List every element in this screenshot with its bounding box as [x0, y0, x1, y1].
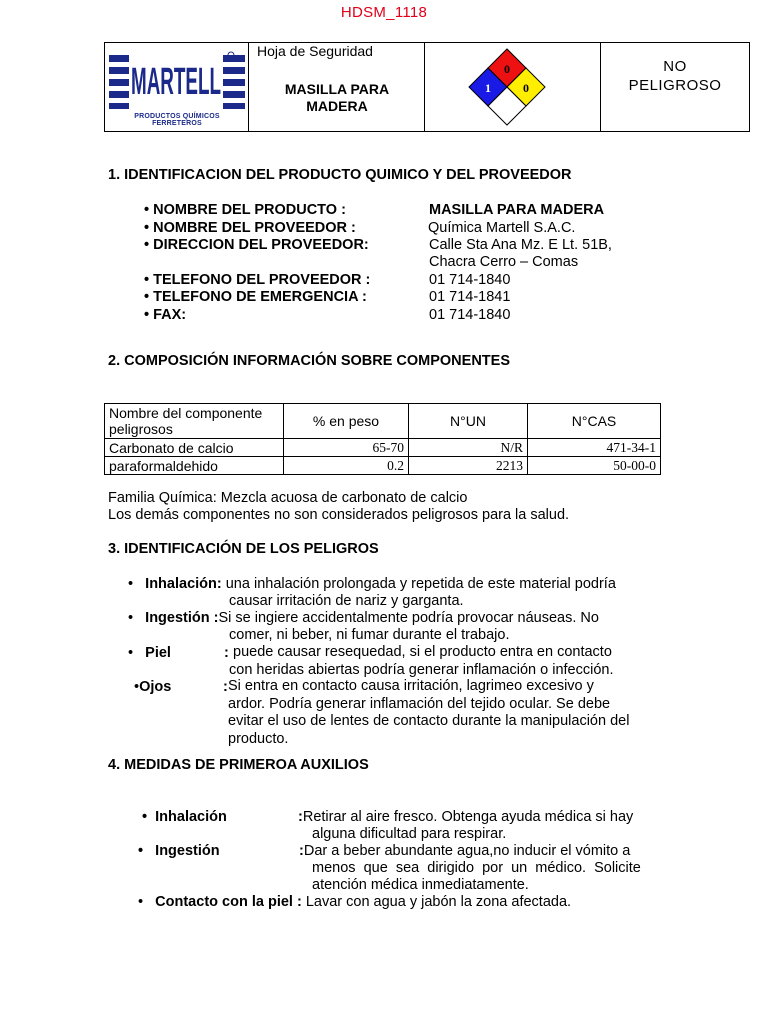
logo-wordmark: MARTELL: [131, 61, 221, 103]
list-item-cont: atención médica inmediatamente.: [312, 877, 529, 893]
list-item-colon: :: [224, 645, 229, 661]
list-item: • Ingestión :Si se ingiere accidentalmente podría provocar náuseas. No: [128, 610, 599, 626]
s1-row-label: • NOMBRE DEL PROVEEDOR :: [144, 220, 356, 236]
table-cell: paraformaldehido: [105, 457, 284, 475]
s1-row-label: • NOMBRE DEL PRODUCTO :: [144, 202, 346, 218]
list-item-colon: :: [223, 679, 228, 695]
list-item-cont: comer, ni beber, ni fumar durante el trabajo.: [229, 627, 510, 643]
table-cell: 471-34-1: [528, 439, 661, 457]
table-cell: 50-00-0: [528, 457, 661, 475]
list-item-text: :Dar a beber abundante agua,no inducir el vómito a: [299, 843, 631, 859]
s1-row-value: MASILLA PARA MADERA: [429, 202, 605, 218]
s1-row-value: Calle Sta Ana Mz. E Lt. 51B,: [429, 237, 612, 253]
section2-title: 2. COMPOSICIÓN INFORMACIÓN SOBRE COMPONENTES: [108, 353, 510, 369]
hazard-status: [601, 57, 749, 95]
s1-row-value: 01 714-1840: [429, 272, 511, 288]
table-header-cell: % en peso: [284, 404, 409, 439]
list-item: • Ingestión: [138, 843, 220, 859]
list-item-cont: alguna dificultad para respirar.: [312, 826, 507, 842]
chemical-family: Familia Química: Mezcla acuosa de carbonato de calcio: [108, 490, 468, 506]
s1-row-value-cont: Chacra Cerro – Comas: [429, 254, 579, 270]
list-item-text: puede causar resequedad, si el producto entra en contacto con heridas abiertas podría generar inflamación o infección.: [229, 644, 614, 678]
hazard-status-line2: PELIGROSO: [628, 77, 722, 94]
martell-logo: [109, 47, 245, 127]
sheet-label: Hoja de Seguridad: [257, 43, 373, 59]
product-title-line2: MADERA: [306, 98, 368, 114]
s1-row-value: Química Martell S.A.C.: [428, 220, 576, 236]
table-row: [105, 439, 661, 457]
list-item: • Inhalación: [142, 809, 227, 825]
logo-graphic: [109, 47, 245, 113]
s1-row-label: • FAX:: [144, 307, 187, 323]
table-cell: 2213: [409, 457, 528, 475]
hazard-status-line1: NO: [663, 58, 687, 75]
nfpa-health-value: 1: [485, 81, 491, 95]
s1-row-value: 01 714-1841: [429, 289, 511, 305]
list-item-text: Si entra en contacto causa irritación, lagrimeo excesivo y ardor. Podría generar inflamación del tejido ocular. Se debe evitar el uso de lentes de contacto durante la manipulación del producto.: [228, 678, 630, 747]
header-table: [104, 42, 750, 132]
document-code: HDSM_1118: [340, 4, 428, 21]
s1-row-label: • DIRECCION DEL PROVEEDOR:: [144, 237, 369, 253]
list-item: • Contacto con la piel : Lavar con agua y jabón la zona afectada.: [138, 894, 572, 910]
section4-title: 4. MEDIDAS DE PRIMEROA AUXILIOS: [108, 757, 369, 773]
table-cell: N/R: [409, 439, 528, 457]
section1-title: 1. IDENTIFICACION DEL PRODUCTO QUIMICO Y DEL PROVEEDOR: [108, 167, 572, 183]
list-item: •Ojos: [134, 679, 172, 695]
components-note: Los demás componentes no son considerados peligrosos para la salud.: [108, 507, 570, 523]
table-cell: Carbonato de calcio: [105, 439, 284, 457]
table-header-cell: N°CAS: [528, 404, 661, 439]
table-cell: 65-70: [284, 439, 409, 457]
table-header-cell: Nombre del componente peligrosos: [105, 404, 284, 439]
list-item-cont: causar irritación de nariz y garganta.: [229, 593, 464, 609]
list-item: • Piel: [128, 645, 171, 661]
s1-row-value: 01 714-1840: [429, 307, 511, 323]
components-table: [104, 403, 661, 475]
nfpa-reactivity-value: 0: [523, 81, 529, 95]
list-item-text: :Retirar al aire fresco. Obtenga ayuda médica si hay: [298, 809, 634, 825]
table-row: [105, 457, 661, 475]
s1-row-label: • TELEFONO DE EMERGENCIA :: [144, 289, 367, 305]
list-item-cont: menos que sea dirigido por un médico. Solicite: [312, 860, 641, 876]
nfpa-diamond-icon: [465, 47, 549, 123]
table-header-cell: N°UN: [409, 404, 528, 439]
table-cell: 0.2: [284, 457, 409, 475]
section3-title: 3. IDENTIFICACIÓN DE LOS PELIGROS: [108, 541, 379, 557]
product-title: [249, 81, 425, 115]
product-title-line1: MASILLA PARA: [284, 81, 390, 97]
title-cell: [249, 43, 425, 131]
table-header-row: [105, 404, 661, 439]
nfpa-fire-value: 0: [504, 62, 510, 76]
nfpa-cell: [425, 43, 601, 131]
logo-subtitle: PRODUCTOS QUÍMICOS FERRETEROS: [134, 113, 220, 127]
list-item: • Inhalación: una inhalación prolongada y repetida de este material podría: [128, 576, 616, 592]
status-cell: [601, 43, 749, 131]
s1-row-label: • TELEFONO DEL PROVEEDOR :: [144, 272, 371, 288]
logo-cell: [105, 43, 249, 131]
